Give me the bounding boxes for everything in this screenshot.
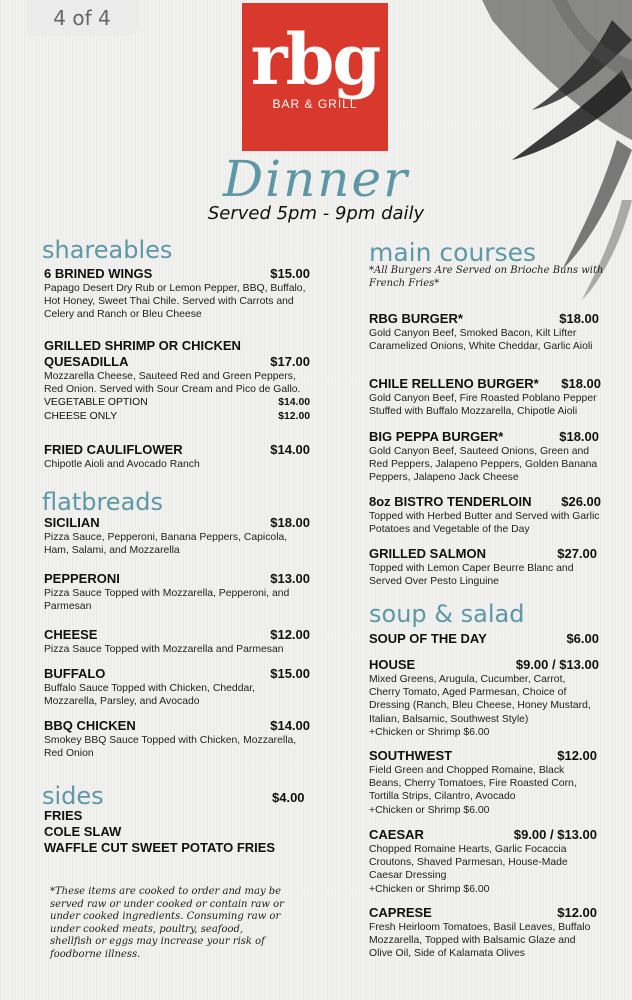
item-description: Mozzarella Cheese, Sauteed Red and Green Peppers, Red Onion. Served with Sour Cream and Pico de Gallo. (44, 371, 301, 396)
section-heading-sides: sides (42, 782, 104, 810)
option-price: $12.00 (278, 410, 310, 422)
menu-item (44, 666, 310, 708)
item-name: GRILLED SHRIMP OR CHICKEN (44, 338, 241, 353)
item-addon: +Chicken or Shrimp $6.00 (369, 883, 490, 895)
rbg-logo (242, 3, 388, 151)
item-option (44, 396, 310, 409)
item-name: QUESADILLA (44, 354, 129, 369)
item-description: Buffalo Sauce Topped with Chicken, Cheddar, Mozzarella, Parsley, and Avocado (44, 683, 256, 708)
menu-item (44, 266, 310, 322)
option-label: VEGETABLE OPTION (44, 397, 148, 409)
item-price: $27.00 (557, 546, 597, 561)
item-name: 8oz BISTRO TENDERLOIN (369, 494, 532, 509)
menu-subtitle: Served 5pm - 9pm daily (207, 203, 425, 224)
item-price: $12.00 (270, 627, 310, 642)
item-description: Chopped Romaine Hearts, Garlic Focaccia Croutons, Shaved Parmesan, House-Made Caesar Dressing (369, 844, 568, 882)
menu-item (369, 494, 601, 536)
item-description: Smokey BBQ Sauce Topped with Chicken, Mozzarella, Red Onion (44, 735, 297, 760)
menu-item (369, 429, 599, 485)
menu-item (44, 571, 310, 613)
item-price: $15.00 (270, 266, 310, 281)
item-addon: +Chicken or Shrimp $6.00 (369, 804, 490, 816)
section-heading-main-courses: main courses (369, 238, 537, 267)
logo-wordmark: rbg (250, 18, 380, 101)
menu-item (369, 748, 597, 817)
item-description: Papago Desert Dry Rub or Lemon Pepper, BBQ, Buffalo, Hot Honey, Sweet Thai Chile. Served with Carrots and Celery and Ranch or Bleu Cheese (44, 283, 306, 321)
item-price: $12.00 (557, 905, 597, 920)
menu-item (369, 827, 597, 896)
menu-item (369, 631, 599, 647)
item-price: $18.00 (559, 429, 599, 444)
item-description: Fresh Heirloom Tomatoes, Basil Leaves, Buffalo Mozzarella, Topped with Balsamic Glaze and Olive Oil, Side of Kalamata Olives (369, 922, 591, 960)
item-name: BBQ CHICKEN (44, 718, 136, 733)
item-name: PEPPERONI (44, 571, 120, 586)
item-name: FRIED CAULIFLOWER (44, 442, 183, 457)
item-price: $13.00 (270, 571, 310, 586)
menu-item (369, 657, 599, 739)
item-description: Topped with Lemon Caper Beurre Blanc and Served Over Pesto Linguine (369, 563, 574, 588)
menu-item (369, 905, 597, 961)
burger-note: *All Burgers Are Served on Brioche Buns with French Fries* (369, 265, 604, 289)
item-name: BIG PEPPA BURGER* (369, 429, 504, 444)
item-description: Pizza Sauce, Pepperoni, Banana Peppers, Capicola, Ham, Salami, and Mozzarella (44, 532, 288, 557)
item-price: $6.00 (566, 631, 599, 646)
item-name: CAESAR (369, 827, 424, 842)
sides-list (44, 808, 310, 856)
item-name: RBG BURGER* (369, 311, 463, 326)
item-name: SOUP OF THE DAY (369, 631, 487, 646)
item-description: Chipotle Aioli and Avocado Ranch (44, 459, 200, 470)
side-item: FRIES (44, 808, 83, 823)
sides-price: $4.00 (272, 790, 305, 805)
item-price: $26.00 (561, 494, 601, 509)
side-item: WAFFLE CUT SWEET POTATO FRIES (44, 840, 276, 855)
item-price: $18.00 (559, 311, 599, 326)
item-description: Field Green and Chopped Romaine, Black Beans, Cherry Tomatoes, Fire Roasted Corn, Tortilla Strips, Cilantro, Avocado (369, 765, 577, 803)
item-price: $9.00 / $13.00 (515, 657, 599, 672)
item-price: $18.00 (561, 376, 601, 391)
item-price: $14.00 (270, 718, 310, 733)
item-description: Pizza Sauce Topped with Mozzarella, Pepperoni, and Parmesan (44, 588, 290, 613)
item-price: $9.00 / $13.00 (513, 827, 597, 842)
option-price: $14.00 (278, 397, 310, 409)
option-label: CHEESE ONLY (44, 410, 118, 422)
section-heading-flatbreads: flatbreads (42, 488, 164, 516)
menu-item (44, 718, 310, 760)
item-name: CHEESE (44, 627, 98, 642)
item-name: SICILIAN (44, 515, 100, 530)
item-name: GRILLED SALMON (369, 546, 486, 561)
food-safety-disclaimer: *These items are cooked to order and may be served raw or under cooked or contain raw or under cooked ingredients. Consuming raw or under cooked meats, poultry, seafood, shellfish or eggs may increase your risk of foodborne illness. (50, 886, 284, 960)
menu-item (44, 515, 310, 557)
item-price: $17.00 (270, 354, 310, 369)
item-price: $12.00 (557, 748, 597, 763)
item-description: Pizza Sauce Topped with Mozzarella and Parmesan (44, 644, 284, 655)
item-description: Gold Canyon Beef, Sauteed Onions, Green and Red Peppers, Jalapeno Peppers, Golden Banana Peppers, Jalapeno Jack Cheese (369, 446, 598, 484)
menu-item (369, 546, 597, 588)
section-heading-shareables: shareables (42, 236, 173, 264)
item-name: CAPRESE (369, 905, 432, 920)
item-name: BUFFALO (44, 666, 106, 681)
item-description: Gold Canyon Beef, Smoked Bacon, Kilt Lifter Caramelized Onions, White Cheddar, Garlic Aioli (369, 328, 593, 353)
item-name: SOUTHWEST (369, 748, 453, 763)
menu-item (369, 311, 599, 353)
item-addon: +Chicken or Shrimp $6.00 (369, 726, 490, 738)
item-price: $15.00 (270, 666, 310, 681)
menu-item (44, 442, 310, 471)
item-price: $18.00 (270, 515, 310, 530)
item-description: Topped with Herbed Butter and Served with Garlic Potatoes and Vegetable of the Day (369, 511, 600, 536)
menu-item (369, 376, 601, 418)
menu-item (44, 338, 310, 423)
item-option (44, 410, 310, 423)
side-item: COLE SLAW (44, 824, 122, 839)
page-indicator: 4 of 4 (26, 0, 138, 36)
section-heading-soup-salad: soup & salad (369, 600, 525, 628)
menu-item (44, 627, 310, 656)
item-name: 6 BRINED WINGS (44, 266, 153, 281)
item-price: $14.00 (270, 442, 310, 457)
item-name: CHILE RELLENO BURGER* (369, 376, 539, 391)
item-name: HOUSE (369, 657, 416, 672)
item-description: Gold Canyon Beef, Fire Roasted Poblano Pepper Stuffed with Buffalo Mozzarella, Chipotle Aioli (369, 393, 597, 418)
logo-tagline: BAR & GRILL (272, 97, 358, 111)
menu-title: Dinner (223, 150, 409, 208)
item-description: Mixed Greens, Arugula, Cucumber, Carrot, Cherry Tomato, Aged Parmesan, Choice of Dressing (Ranch, Bleu Cheese, Honey Mustard, Italian, Balsamic, Southwest Style) (369, 674, 591, 725)
